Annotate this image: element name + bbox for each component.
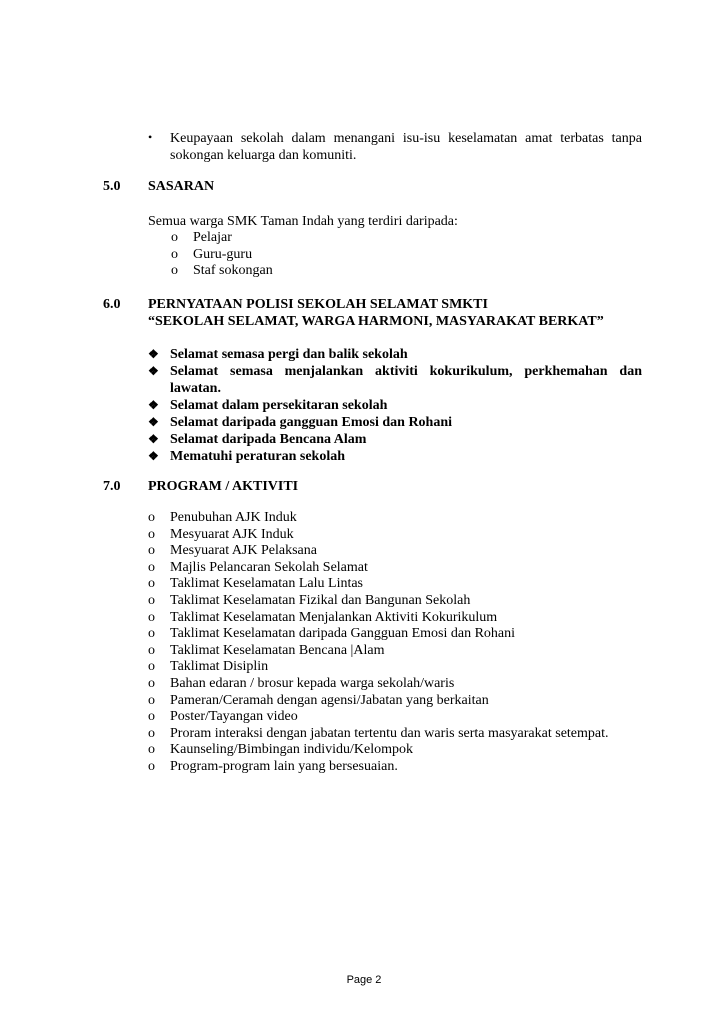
list-item-text: Guru-guru bbox=[193, 246, 253, 262]
section-title: PERNYATAAN POLISI SEKOLAH SELAMAT SMKTI bbox=[148, 297, 488, 312]
diamond-bullet-icon: ❖ bbox=[148, 347, 159, 361]
list-marker: o bbox=[148, 675, 155, 691]
intro-bullet-text: Keupayaan sekolah dalam menangani isu-isu keselamatan amat terbatas tanpa sokongan keluarga dan komuniti. bbox=[170, 131, 642, 163]
list-item-text: Program-program lain yang bersesuaian. bbox=[170, 758, 398, 774]
list-item-text: Bahan edaran / brosur kepada warga sekolah/waris bbox=[170, 675, 455, 691]
list-marker: o bbox=[148, 742, 155, 758]
list-item bbox=[148, 448, 642, 465]
list-item-text: Selamat dalam persekitaran sekolah bbox=[170, 398, 388, 413]
list-item-text: Mesyuarat AJK Induk bbox=[170, 526, 294, 542]
list-item-text: Pelajar bbox=[193, 230, 232, 245]
list-item bbox=[148, 397, 642, 414]
diamond-bullet-icon: ❖ bbox=[148, 364, 159, 378]
list-item-text: Pameran/Ceramah dengan agensi/Jabatan yang berkaitan bbox=[170, 692, 489, 708]
list-marker: o bbox=[148, 758, 155, 774]
section-6-list bbox=[148, 346, 642, 465]
list-item bbox=[148, 363, 642, 397]
list-marker: o bbox=[148, 659, 155, 675]
list-marker: o bbox=[148, 559, 155, 575]
list-marker: o bbox=[148, 709, 155, 725]
section-number: 7.0 bbox=[103, 479, 121, 494]
page-number-footer: Page 2 bbox=[346, 974, 382, 986]
diamond-bullet-icon: ❖ bbox=[148, 432, 159, 446]
diamond-bullet-icon: ❖ bbox=[148, 449, 159, 463]
list-item-text: Taklimat Keselamatan Menjalankan Aktiviti Kokurikulum bbox=[170, 609, 498, 625]
list-item-text: Selamat semasa menjalankan aktiviti kokurikulum, perkhemahan dan lawatan. bbox=[170, 364, 642, 396]
list-item-text: Selamat semasa pergi dan balik sekolah bbox=[170, 347, 408, 362]
intro-bullet bbox=[148, 130, 642, 164]
list-item-text: Taklimat Keselamatan Bencana |Alam bbox=[170, 642, 385, 658]
section-title: SASARAN bbox=[148, 179, 215, 194]
list-marker: o bbox=[148, 543, 155, 559]
list-item bbox=[148, 431, 642, 448]
list-item-text: Taklimat Keselamatan Lalu Lintas bbox=[170, 576, 364, 592]
list-item-text: Taklimat Disiplin bbox=[170, 659, 269, 675]
list-item-text: Taklimat Keselamatan daripada Gangguan Emosi dan Rohani bbox=[170, 626, 516, 642]
list-marker: o bbox=[148, 642, 155, 658]
list-marker: o bbox=[171, 230, 178, 245]
list-marker: o bbox=[148, 592, 155, 608]
list-item bbox=[148, 346, 642, 363]
section-5-intro: Semua warga SMK Taman Indah yang terdiri daripada: bbox=[148, 214, 458, 229]
bullet-marker: • bbox=[148, 130, 153, 144]
list-marker: o bbox=[171, 246, 178, 262]
list-item-text: Majlis Pelancaran Sekolah Selamat bbox=[170, 559, 368, 575]
diamond-bullet-icon: ❖ bbox=[148, 415, 159, 429]
list-item-text: Taklimat Keselamatan Fizikal dan Bangunan Sekolah bbox=[170, 592, 471, 608]
section-number: 5.0 bbox=[103, 179, 121, 194]
list-marker: o bbox=[148, 510, 155, 525]
list-item-text: Poster/Tayangan video bbox=[170, 709, 298, 725]
section-subtitle: “SEKOLAH SELAMAT, WARGA HARMONI, MASYARAKAT BERKAT” bbox=[148, 314, 604, 329]
section-title: PROGRAM / AKTIVITI bbox=[148, 479, 299, 494]
list-marker: o bbox=[148, 576, 155, 592]
list-marker: o bbox=[171, 263, 178, 279]
section-number: 6.0 bbox=[103, 297, 121, 312]
list-marker: o bbox=[148, 692, 155, 708]
list-item-text: Mesyuarat AJK Pelaksana bbox=[170, 543, 317, 559]
list-item-text: Staf sokongan bbox=[193, 263, 273, 279]
list-item-text: Selamat daripada Bencana Alam bbox=[170, 432, 367, 447]
list-item-text: Proram interaksi dengan jabatan tertentu dan waris serta masyarakat setempat. bbox=[170, 725, 609, 741]
list-item-text: Kaunseling/Bimbingan individu/Kelompok bbox=[170, 742, 414, 758]
list-item-text: Selamat daripada gangguan Emosi dan Rohani bbox=[170, 415, 453, 430]
list-marker: o bbox=[148, 725, 155, 741]
list-marker: o bbox=[148, 526, 155, 542]
list-item-text: Penubuhan AJK Induk bbox=[170, 510, 297, 525]
list-marker: o bbox=[148, 626, 155, 642]
list-marker: o bbox=[148, 609, 155, 625]
list-item-text: Mematuhi peraturan sekolah bbox=[170, 449, 345, 464]
list-item bbox=[148, 414, 642, 431]
diamond-bullet-icon: ❖ bbox=[148, 398, 159, 412]
